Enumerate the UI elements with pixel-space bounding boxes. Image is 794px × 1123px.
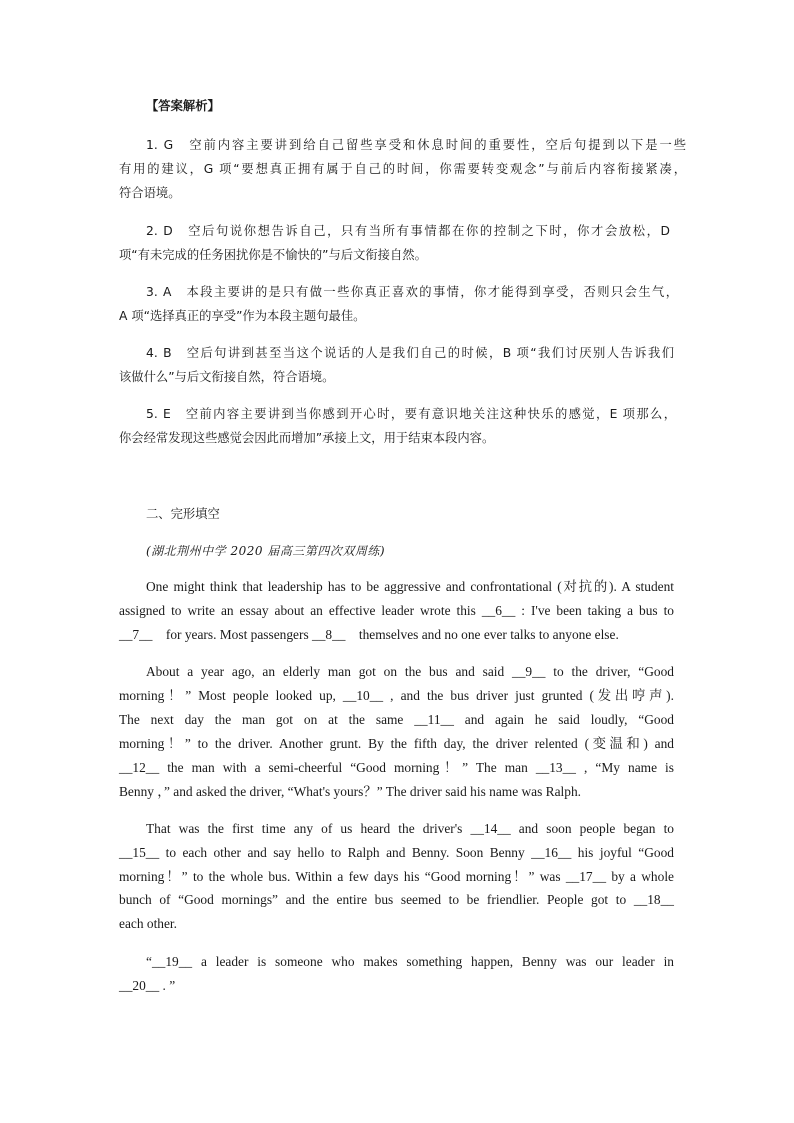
answer-line: 5. E 空前内容主要讲到当你感到开心时，要有意识地关注这种快乐的感觉，E 项那么， bbox=[146, 407, 676, 421]
cloze-line: One might think that leadership has to be aggressive and confrontational (对抗的). A student bbox=[146, 579, 674, 594]
answer-line: 3. A 本段主要讲的是只有做一些你真正喜欢的事情，你才能得到享受，否则只会生气， bbox=[146, 285, 678, 299]
cloze-line: each other. bbox=[119, 916, 177, 931]
cloze-line: About a year ago, an elderly man got on the bus and said __9__ to the driver, “Good bbox=[146, 664, 674, 679]
answer-line: 2. D 空后句说你想告诉自己，只有当所有事情都在你的控制之下时，你才会放松，D bbox=[146, 224, 670, 238]
answer-line: 项“有未完成的任务困扰你是不愉快的”与后文衔接自然。 bbox=[119, 248, 427, 262]
cloze-line: Benny ，” and asked the driver, “What's yours？” The driver said his name was Ralph. bbox=[119, 784, 581, 799]
answer-line: 你会经常发现这些感觉会因此而增加”承接上文，用于结束本段内容。 bbox=[119, 431, 495, 445]
answer-line: 有用的建议，G 项“要想真正拥有属于自己的时间，你需要转变观念”与前后内容衔接紧凑， bbox=[119, 162, 686, 176]
cloze-line: morning！” Most people looked up, __10__ , and the bus driver just grunted (发出哼声). bbox=[119, 688, 674, 703]
cloze-line: The next day the man got on at the same __11__ and again he said loudly, “Good bbox=[119, 712, 674, 727]
cloze-line: __15__ to each other and say hello to Ralph and Benny. Soon Benny __16__ his joyful “Good bbox=[119, 845, 674, 860]
cloze-heading: 二、完形填空 bbox=[146, 507, 220, 521]
answer-line: A 项“选择真正的享受”作为本段主题句最佳。 bbox=[119, 309, 366, 323]
answer-line: 该做什么”与后文衔接自然，符合语境。 bbox=[119, 370, 335, 384]
cloze-line: __7__ for years. Most passengers __8__ themselves and no one ever talks to anyone else. bbox=[119, 627, 619, 642]
cloze-line: That was the first time any of us heard the driver's __14__ and soon people began to bbox=[146, 821, 674, 836]
answer-line: 符合语境。 bbox=[119, 186, 181, 200]
cloze-line: “__19__ a leader is someone who makes something happen, Benny was our leader in bbox=[146, 954, 674, 969]
cloze-line: morning！” to the driver. Another grunt. By the fifth day, the driver relented (变温和) and bbox=[119, 736, 674, 751]
cloze-source: (湖北荆州中学 2020 届高三第四次双周练) bbox=[146, 544, 386, 558]
cloze-line: morning！” to the whole bus. Within a few days his “Good morning！” was __17__ by a whole bbox=[119, 869, 674, 884]
answer-heading: 【答案解析】 bbox=[146, 99, 220, 113]
cloze-line: assigned to write an essay about an effective leader wrote this __6__ : I've been taking a bus to bbox=[119, 603, 674, 618]
cloze-line: __12__ the man with a semi-cheerful “Good morning！” The man __13__ , “My name is bbox=[119, 760, 674, 775]
cloze-line: __20__ . ” bbox=[119, 978, 176, 993]
answer-line: 4. B 空后句讲到甚至当这个说话的人是我们自己的时候，B 项“我们讨厌别人告诉我们 bbox=[146, 346, 674, 360]
answer-line: 1. G 空前内容主要讲到给自己留些享受和休息时间的重要性，空后句提到以下是一些 bbox=[146, 138, 686, 152]
cloze-line: bunch of “Good mornings” and the entire bus seemed to be friendlier. People got to __18__ bbox=[119, 892, 674, 907]
